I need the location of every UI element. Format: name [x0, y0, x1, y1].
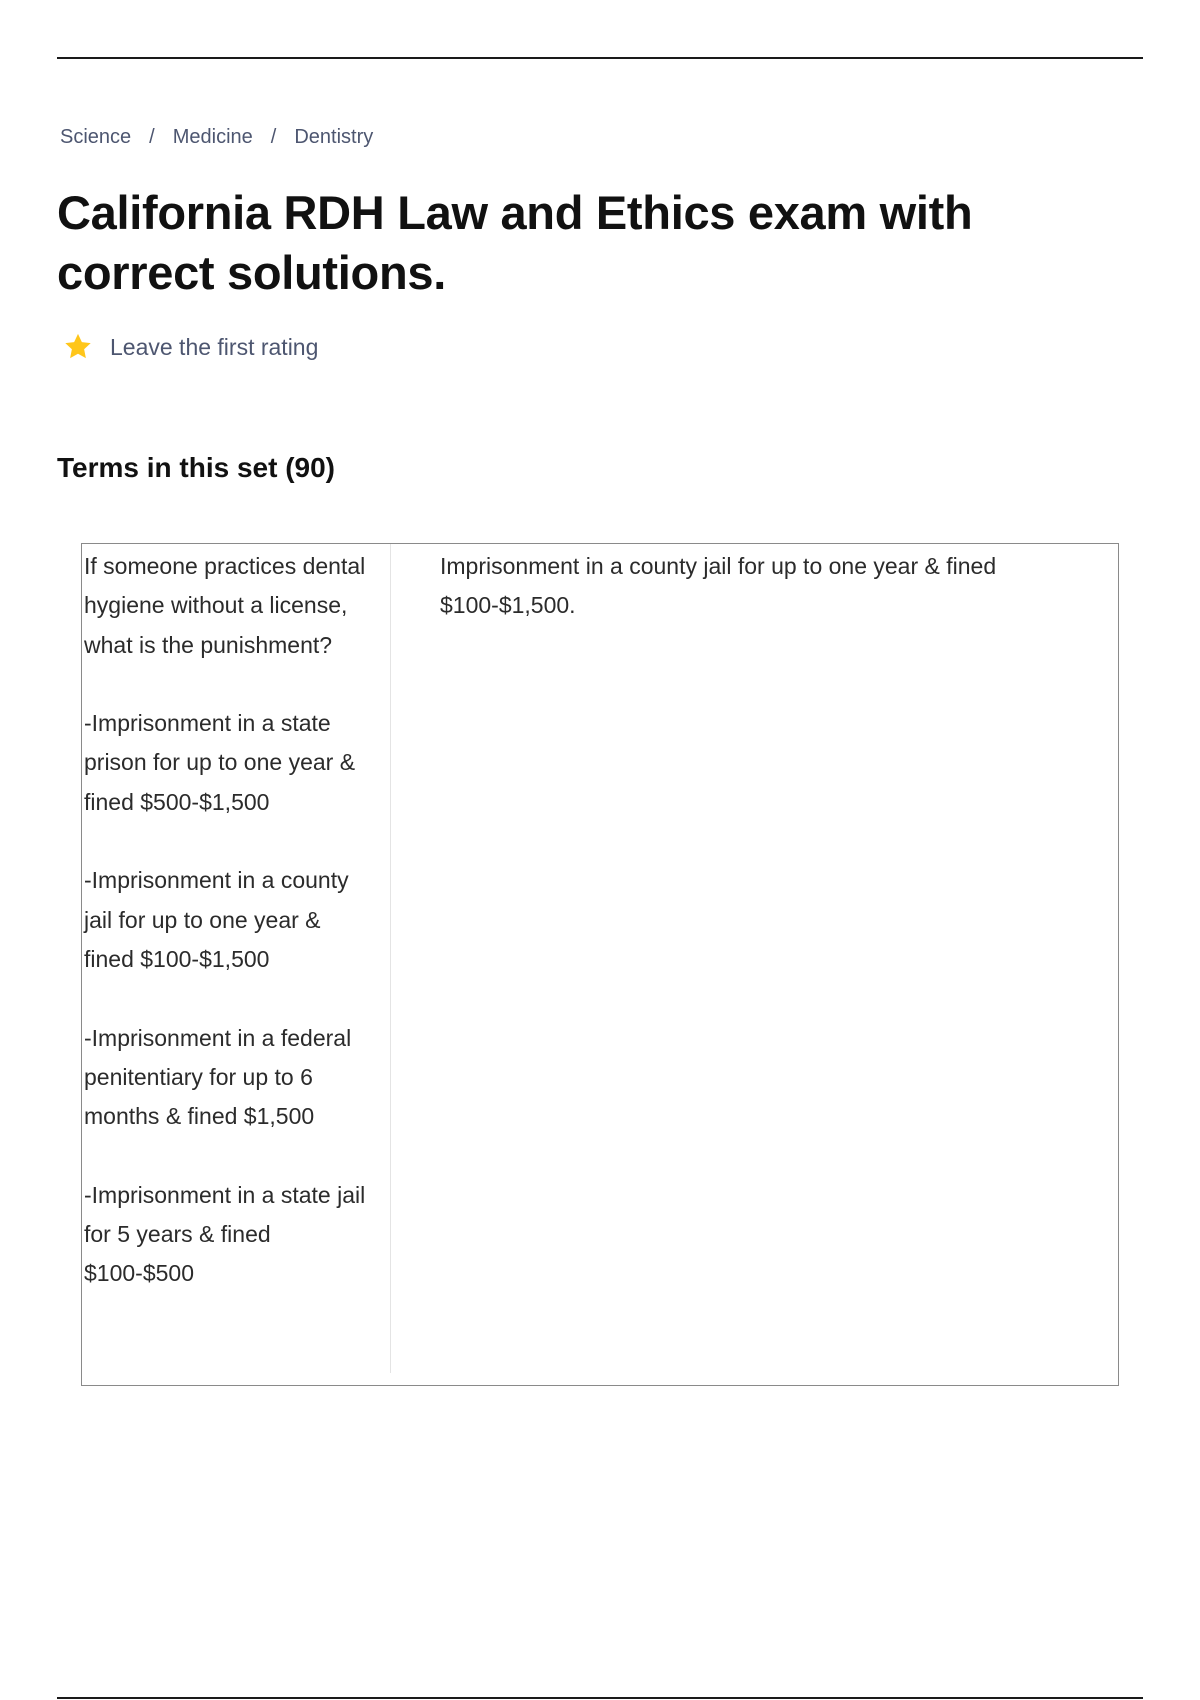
- terms-heading: Terms in this set (90): [57, 452, 336, 483]
- rating-widget[interactable]: [62, 331, 318, 363]
- term-card: [81, 543, 1119, 1386]
- definition-side: Imprisonment in a county jail for up to one year & fined $100-$1,500.: [440, 553, 997, 619]
- rating-label[interactable]: Leave the first rating: [110, 333, 319, 360]
- breadcrumb-separator: /: [149, 126, 155, 148]
- page-title: California RDH Law and Ethics exam with correct solutions.: [57, 186, 973, 299]
- breadcrumb-separator: /: [270, 126, 277, 148]
- breadcrumb-item-dentistry[interactable]: Dentistry: [294, 126, 374, 148]
- term-option: -Imprisonment in a state prison for up to one year & fined $500-$1,500: [84, 710, 356, 815]
- breadcrumb-item-science[interactable]: Science: [60, 126, 132, 148]
- bottom-rule: [57, 1697, 1143, 1699]
- top-rule: [57, 57, 1143, 59]
- breadcrumb: [60, 126, 373, 149]
- card-divider: [390, 544, 391, 1373]
- term-question: If someone practices dental hygiene without a license, what is the punishment?: [84, 553, 366, 658]
- term-option: -Imprisonment in a state jail for 5 years & fined $100-$500: [84, 1181, 366, 1287]
- term-side: [84, 547, 374, 1294]
- term-option: -Imprisonment in a federal penitentiary for up to 6 months & fined $1,500: [84, 1024, 352, 1130]
- breadcrumb-item-medicine[interactable]: Medicine: [172, 126, 253, 148]
- term-option: -Imprisonment in a county jail for up to one year & fined $100-$1,500: [84, 867, 349, 972]
- star-icon[interactable]: [62, 331, 94, 363]
